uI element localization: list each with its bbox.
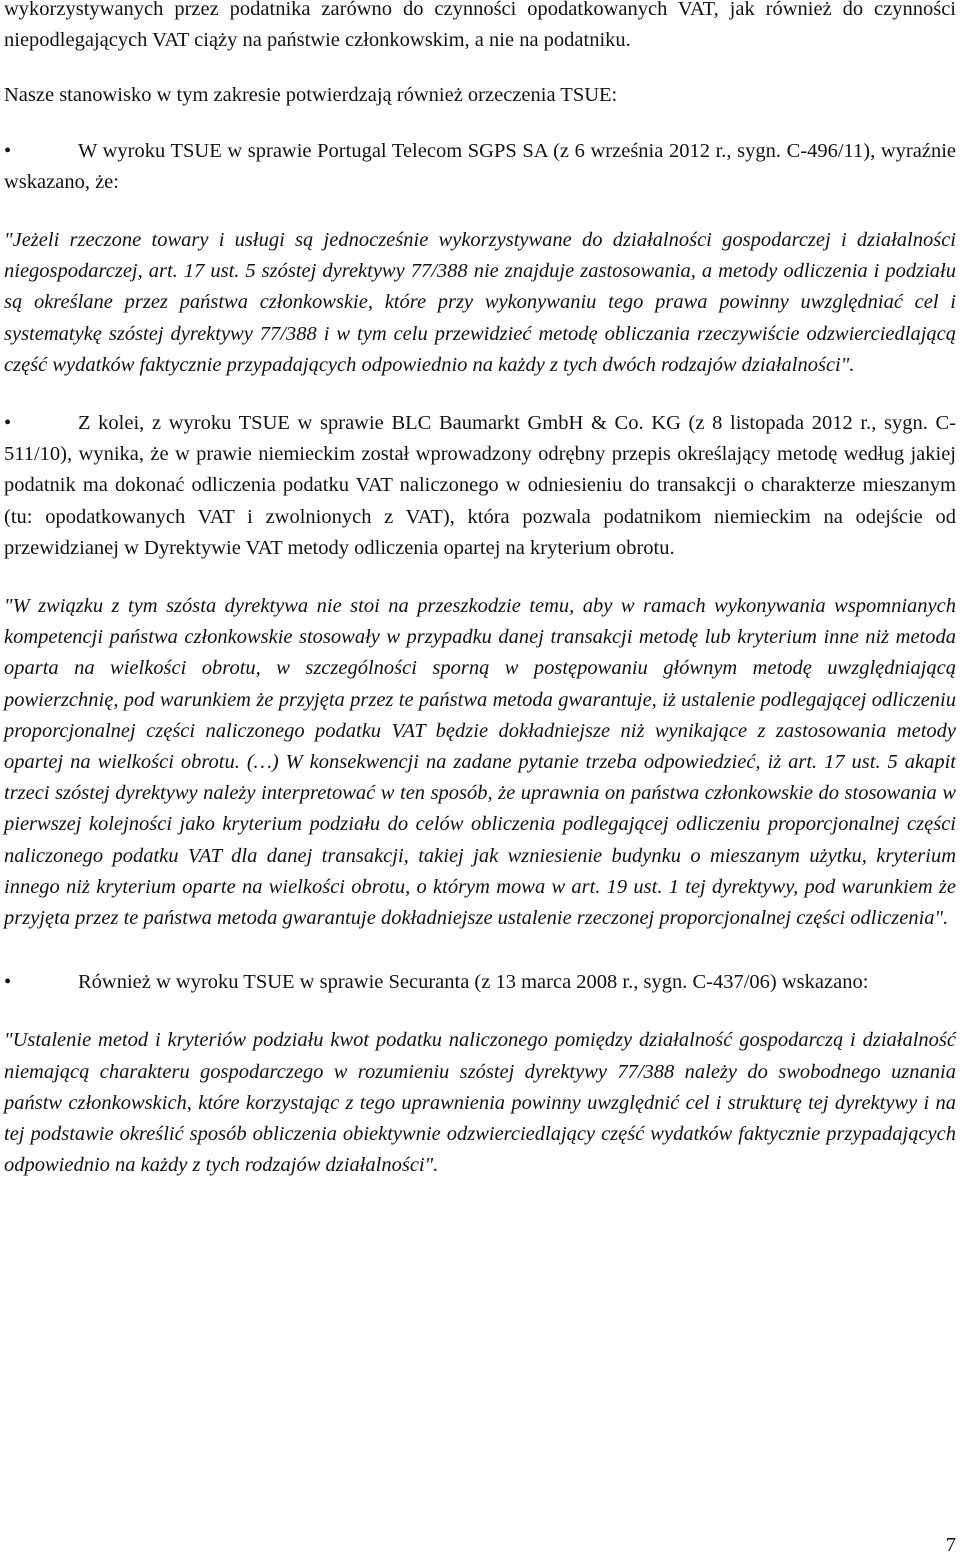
quote-portugal-telecom: "Jeżeli rzeczone towary i usługi są jednocześnie wykorzystywane do działalności gospodarczej i działalności niegospodarczej, art. 17 ust. 5 szóstej dyrektywy 77/388 nie znajduje zastosowania, a metody odliczenia i podziału są określane przez państwa członkowskie, które przy wykonywaniu tego prawa powinny uwzględniać cel i systematykę szóstej dyrektywy 77/388 i w tym celu przewidzieć metodę obliczania rzeczywiście odzwierciedlającą część wydatków faktycznie przypadających odpowiednio na każdy z tych dwóch rodzajów działalności". [4,229,956,376]
paragraph-intro: wykorzystywanych przez podatnika zarówno do czynności opodatkowanych VAT, jak również do czynności niepodlegających VAT ciąży na państwie członkowskim, a nie na podatniku. [4,0,956,52]
page-number: 7 [945,1534,956,1556]
bullet-marker: • [4,139,12,162]
bullet-item-securanta [4,967,956,998]
bullet-text: Również w wyroku TSUE w sprawie Securanta (z 13 marca 2008 r., sygn. C-437/06) wskazano: [78,971,869,994]
bullet-text: W wyroku TSUE w sprawie Portugal Telecom SGPS SA (z 6 września 2012 r., sygn. C-496/11), wyraźnie wskazano, że: [4,139,956,193]
bullet-item-blc-baumarkt [4,408,956,564]
bullet-text: Z kolei, z wyroku TSUE w sprawie BLC Baumarkt GmbH & Co. KG (z 8 listopada 2012 r., sygn. C-511/10), wynika, że w prawie niemieckim został wprowadzony odrębny przepis określający metodę według jakiej podatnik ma dokonać odliczenia podatku VAT naliczonego w odniesieniu do transakcji o charakterze mieszanym (tu: opodatkowanych VAT i zwolnionych z VAT), która pozwala podatnikom niemieckim na odejście od przewidzianej w Dyrektywie VAT metody odliczenia opartej na kryterium obrotu. [4,412,956,559]
quote-blc-baumarkt: "W związku z tym szósta dyrektywa nie stoi na przeszkodzie temu, aby w ramach wykonywania wspomnianych kompetencji państwa członkowskie stosowały w przypadku danej transakcji metodę lub kryterium inne niż metoda oparta na wielkości obrotu, w szczególności sporną w postępowaniu głównym metodę uwzględniającą powierzchnię, pod warunkiem że przyjęta przez te państwa metoda gwarantuje, iż ustalenie podlegającej odliczeniu proporcjonalnej części naliczonego podatku VAT będzie dokładniejsze niż wynikające z zastosowania metody opartej na wielkości obrotu. (…) W konsekwencji na zadane pytanie trzeba odpowiedzieć, iż art. 17 ust. 5 akapit trzeci szóstej dyrektywy należy interpretować w ten sposób, że uprawnia on państwa członkowskie do stosowania w pierwszej kolejności jako kryterium podziału do celów obliczenia podlegającej odliczeniu proporcjonalnej części naliczonego podatku VAT dla danej transakcji, takiej jak wzniesienie budynku o mieszanym użytku, kryterium innego niż kryterium oparte na wielkości obrotu, o którym mowa w art. 19 ust. 1 tej dyrektywy, pod warunkiem że przyjęta przez te państwa metoda gwarantuje dokładniejsze ustalenie rzeczonej proporcjonalnej części odliczenia". [4,595,956,930]
paragraph-position: Nasze stanowisko w tym zakresie potwierdzają również orzeczenia TSUE: [4,84,618,107]
bullet-item-portugal-telecom [4,136,956,198]
bullet-marker: • [4,412,12,435]
quote-securanta: "Ustalenie metod i kryteriów podziału kwot podatku naliczonego pomiędzy działalność gospodarczą i działalność niemającą charakteru gospodarczego w rozumieniu szóstej dyrektywy 77/388 należy do swobodnego uznania państw członkowskich, które korzystając z tego uprawnienia powinny uwzględnić cel i strukturę tej dyrektywy i na tej podstawie określić sposób obliczenia obiektywnie odzwierciedlający część wydatków faktycznie przypadających odpowiednio na każdy z tych rodzajów działalności". [4,1029,956,1177]
document-page [4,0,956,1182]
bullet-marker: • [4,971,12,994]
